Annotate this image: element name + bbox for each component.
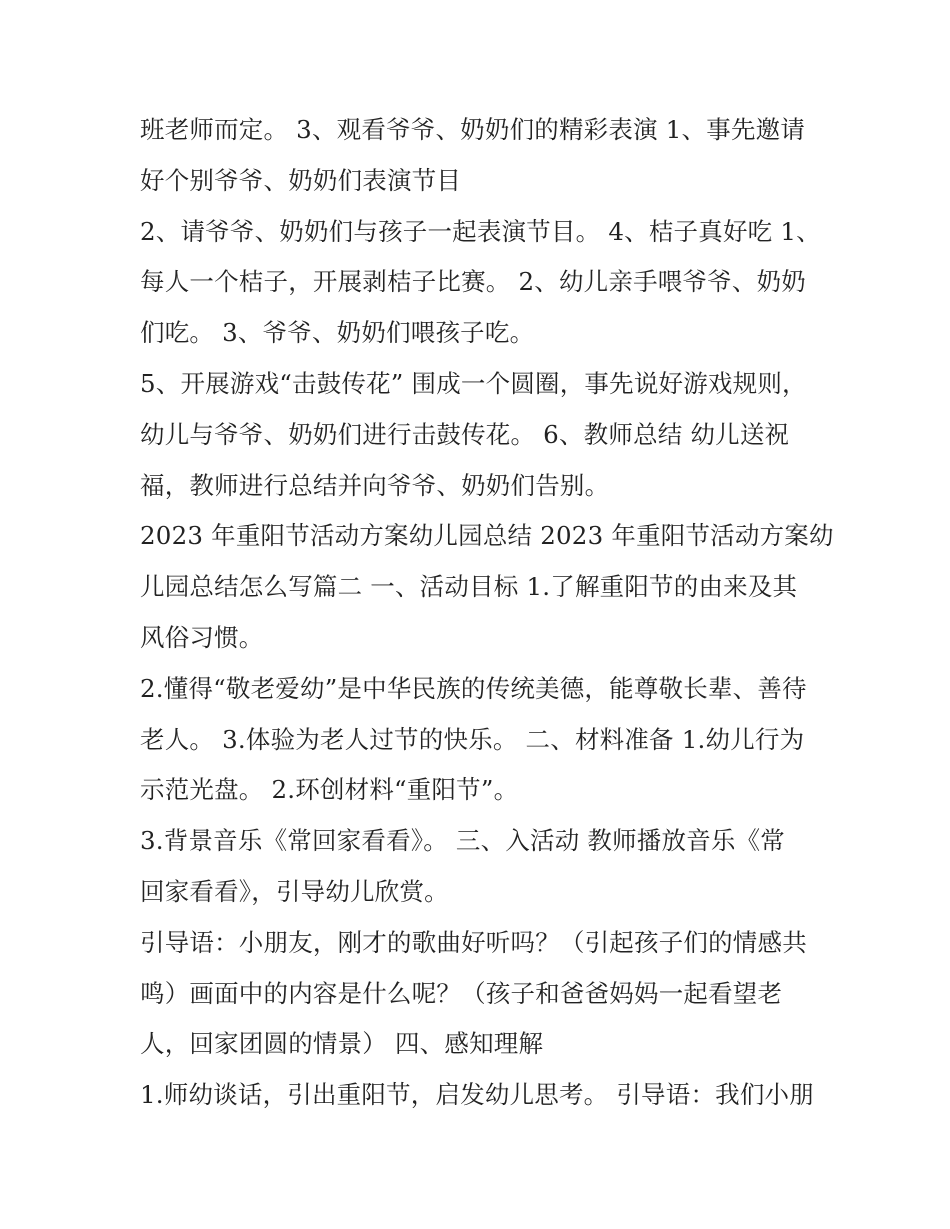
text-line: 福，教师进行总结并向爷爷、奶奶们告别。 xyxy=(140,470,610,500)
text-line: 人，回家团圆的情景） 四、感知理解 xyxy=(140,1029,544,1059)
text-line: 5、开展游戏“击鼓传花” 围成一个圆圈，事先说好游戏规则， xyxy=(140,368,807,398)
paragraph-6 xyxy=(140,816,820,918)
text-line: 每人一个桔子，开展剥桔子比赛。 2、幼儿亲手喂爷爷、奶奶 xyxy=(140,267,806,297)
paragraph-1 xyxy=(140,105,820,207)
text-line: 幼儿与爷爷、奶奶们进行击鼓传花。 6、教师总结 幼儿送祝 xyxy=(140,419,790,449)
text-line: 3.背景音乐《常回家看看》。 三、入活动 教师播放音乐《常 xyxy=(140,826,785,856)
text-line: 引导语：小朋友，刚才的歌曲好听吗？（引起孩子们的情感共 xyxy=(140,927,807,957)
text-line: 2.懂得“敬老爱幼”是中华民族的传统美德，能尊敬长辈、善待 xyxy=(140,673,807,703)
text-line: 风俗习惯。 xyxy=(140,622,264,652)
text-line: 1.师幼谈话，引出重阳节，启发幼儿思考。 引导语：我们小朋 xyxy=(140,1080,814,1110)
text-line: 回家看看》，引导幼儿欣赏。 xyxy=(140,876,449,906)
paragraph-7 xyxy=(140,918,820,1070)
text-line: 示范光盘。 2.环创材料“重阳节”。 xyxy=(140,775,519,805)
text-line: 老人。 3.体验为老人过节的快乐。 二、材料准备 1.幼儿行为 xyxy=(140,724,805,754)
text-line: 们吃。 3、爷爷、奶奶们喂孩子吃。 xyxy=(140,318,535,348)
text-line: 班老师而定。 3、观看爷爷、奶奶们的精彩表演 1、事先邀请 xyxy=(140,115,806,144)
paragraph-4 xyxy=(140,511,834,663)
text-line: 好个别爷爷、奶奶们表演节目 xyxy=(140,165,462,195)
document-body xyxy=(140,105,834,1121)
text-line: 鸣）画面中的内容是什么呢？（孩子和爸爸妈妈一起看望老 xyxy=(140,978,783,1008)
text-line: 2、请爷爷、奶奶们与孩子一起表演节目。 4、桔子真好吃 1、 xyxy=(140,216,821,246)
paragraph-2 xyxy=(140,207,820,359)
paragraph-5 xyxy=(140,664,820,816)
text-line: 儿园总结怎么写篇二 一、活动目标 1.了解重阳节的由来及其 xyxy=(140,572,798,602)
text-line: 2023 年重阳节活动方案幼儿园总结 2023 年重阳节活动方案幼 xyxy=(140,521,834,551)
paragraph-3 xyxy=(140,359,820,511)
paragraph-8 xyxy=(140,1070,820,1121)
